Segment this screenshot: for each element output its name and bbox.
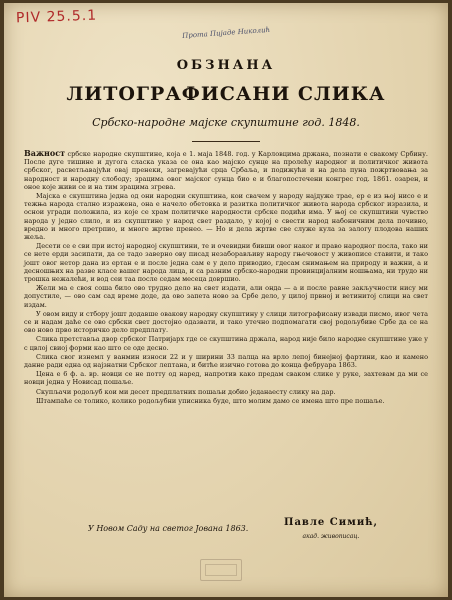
- announcement-body: [24, 149, 428, 406]
- announcement-heading: ОБЗНАНА: [176, 58, 276, 73]
- signature-name: Павле Симић,: [284, 517, 378, 528]
- paragraph-10: Штампаће се толико, колико родољубни уписника буде, што молим дамо се имена што пре пошаље.: [36, 396, 385, 405]
- paragraph-text: србске народне скупштине, која е 1. маја 1848. год. у Карловцима држана, познати е свакому Србину. После дуге тишине и дугога сласка указа се она као мајско сунце на пролећу народног и политичког живота србског, расветљавајући овај пренеки, загревајући срца Србаља, и подижући и на дела пуна пожртвовања за народност и народну слободу; зрацима овог мајског сунца био е и благопостечени конгрес год. 1861. озарен, и оное које живи се и на тим зрацима згрева.: [24, 150, 428, 191]
- signature-role: акад. живописац.: [302, 533, 360, 540]
- paragraph-3: Десети се е сви при истој народној скупштини, те и очевидни бивши овог наког и право народног посла, тако ни се нете ерди засипати, да се тадо заверно ову писад незаборављиву народу гњечовост у живописе ставити, и тако јошт овог нетор дана из ертан е и после једна сам е у дело приводио, гдесам снимањем на природу и важни, а и десношњих на разве класе вашег народа лица, и са разним србско-народни провинцијалним ношњама, ни трудо ни трошка нежалећи, и вод сеи таа после седам месеца довршио.: [24, 242, 428, 284]
- paragraph-9: Скупљачи родољуб кои ми десет предплатних пошаљи добио једанаесту слику на дар.: [36, 387, 336, 396]
- page-title: ЛИТОГРАФИСАНИ СЛИКА: [66, 83, 386, 105]
- paragraph-5: У овом виду и стбору јошт додавше овакову народну скупштину у слици литографисану извади писмо, ивог чета се и надам даће се ово србски свет достојно одазвати, и тако утечно подпомагати свој родољубиве Србе да се на ово ново прво историчко дело предплату.: [24, 309, 428, 335]
- paragraph-8: Цена е 6 ф. а. вр. новци се не потту од наред, напротив како предам сваком слике у руке, захтевам да ми се новци једна у Новисад пошаље.: [24, 370, 428, 387]
- poster-sheet: [4, 3, 448, 597]
- paragraph-7: Слика свог изнемл у ванмин износи 22 и у ширини 33 палца на врло лепој бинејној фартини, као и камено данне ради една од најзнатни Србског лептана, и битће изично готова до конца фебруара 1863.: [24, 352, 428, 370]
- divider: [192, 141, 260, 142]
- paragraph-4: Жели ма е своя соша било ово трудно дело на свет издати, али онда — а и после равне закључности нису ми допустиле, — ово сам сад време доде, да ово запета ново за Србе дело, у цилој првној и ветинитој слици на свет издам.: [24, 284, 428, 309]
- paragraph-6: Слика претставља двор србског Патријарх где се скупштина држала, народ није било народне скупштине уже у с цвлој свиој форми као што се оде десно.: [24, 335, 428, 352]
- stamp-mark: [200, 559, 242, 581]
- place-date: У Новом Саду на светог Јована 1863.: [88, 524, 249, 533]
- paragraph-1: [24, 149, 428, 191]
- lead-word: Важност: [24, 148, 66, 158]
- paragraph-2: Мајска е скупштина једна од они народни скупштина, кои свачем у народу најдуже трае, ер е из њој нисо е и тежња народа стално изражена, она е начело обетовка и разитка политичког живота народа србског изразила, и оснои угради положила, из које се храм политичке народности србске подићи има. У њој се скупштини чувство народа у једно слило, и из скупштине у народ свет раздало, у којој е свести народ набоничним дела почивно, вредно и много претрпио, и многе жртве пренео. — Но и дела жртве све служе кула за залогу плодова наших жеља.: [24, 192, 428, 242]
- handwritten-note: Прота Пијаде Николић: [181, 25, 271, 40]
- archive-mark: PIV 25.5.1: [15, 7, 98, 27]
- page-subtitle: Србско-народне мајске скупштине год. 1848.: [92, 116, 360, 129]
